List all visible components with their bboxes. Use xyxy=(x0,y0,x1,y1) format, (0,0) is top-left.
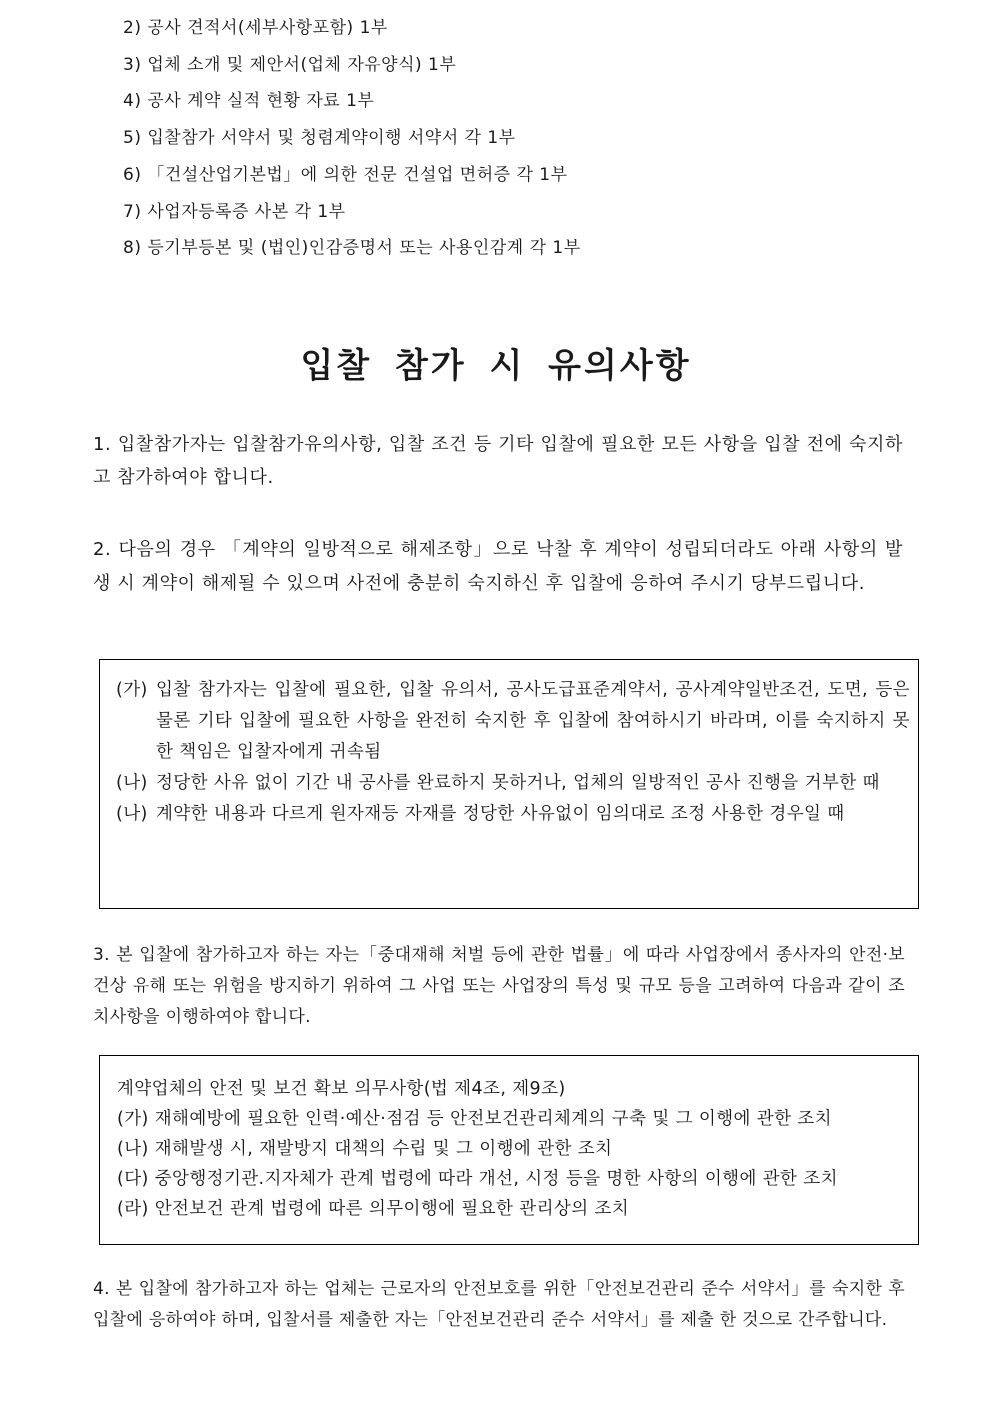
notice-paragraph-1: 1. 입찰참가자는 입찰참가유의사항, 입찰 조건 등 기타 입찰에 필요한 모든 사항을 입찰 전에 숙지하고 참가하여야 합니다. xyxy=(93,434,903,488)
list-item: 2) 공사 견적서(세부사항포함) 1부 xyxy=(123,18,388,38)
notice-paragraph-2: 2. 다음의 경우 「계약의 일방적으로 해제조항」으로 낙찰 후 계약이 성립되더라도 아래 사항의 발생 시 계약이 해제될 수 있으며 사전에 충분히 숙지하신 후 입찰에 응하여 주시기 당부드립니다. xyxy=(93,539,903,594)
notice-paragraph-3: 3. 본 입찰에 참가하고자 하는 자는「중대재해 처벌 등에 관한 법률」에 따라 사업장에서 종사자의 안전·보건상 유해 또는 위험을 방지하기 위하여 그 사업 또는 사업장의 특성 및 규모 등을 고려하여 다음과 같이 조치사항을 이행하여야 합니다. xyxy=(93,945,905,1027)
condition-item xyxy=(116,799,910,830)
notice-paragraph-4: 4. 본 입찰에 참가하고자 하는 업체는 근로자의 안전보호를 위한「안전보건관리 준수 서약서」를 숙지한 후 입찰에 응하여야 하며, 입찰서를 제출한 자는「안전보건관리 준수 서약서」를 제출 한 것으로 간주합니다. xyxy=(93,1279,905,1330)
list-item: 7) 사업자등록증 사본 각 1부 xyxy=(123,201,346,222)
list-item: 6) 「건설산업기본법」에 의한 전문 건설업 면허증 각 1부 xyxy=(123,164,568,185)
obligation-item: (라) 안전보건 관계 법령에 따른 의무이행에 필요한 관리상의 조치 xyxy=(117,1199,630,1219)
obligation-item: (나) 재해발생 시, 재발방지 대책의 수립 및 그 이행에 관한 조치 xyxy=(117,1139,613,1159)
list-item: 3) 업체 소개 및 제안서(업체 자유양식) 1부 xyxy=(123,54,457,75)
safety-obligations-box xyxy=(99,1055,919,1245)
submission-docs-list xyxy=(123,10,581,267)
page-title: 입찰 참가 시 유의사항 xyxy=(300,346,692,386)
item-marker: (나) xyxy=(116,804,148,824)
item-text: 입찰 참가자는 입찰에 필요한, 입찰 유의서, 공사도급표준계약서, 공사계약일반조건, 도면, 등은 물론 기타 입찰에 필요한 사항을 완전히 숙지한 후 입찰에 참여하시기 바라며, 이를 숙지하지 못한 책임은 입찰자에게 귀속됨 xyxy=(156,680,910,762)
obligations-heading: 계약업체의 안전 및 보건 확보 의무사항(법 제4조, 제9조) xyxy=(117,1079,566,1099)
condition-item xyxy=(116,768,910,799)
item-text: 정당한 사유 없이 기간 내 공사를 완료하지 못하거나, 업체의 일방적인 공사 진행을 거부한 때 xyxy=(156,773,880,793)
item-marker: (가) xyxy=(116,680,148,700)
item-text: 계약한 내용과 다르게 원자재등 자재를 정당한 사유없이 임의대로 조정 사용한 경우일 때 xyxy=(156,804,845,824)
list-item: 8) 등기부등본 및 (법인)인감증명서 또는 사용인감계 각 1부 xyxy=(123,238,581,259)
termination-conditions-box xyxy=(99,659,919,909)
list-item: 5) 입찰참가 서약서 및 청렴계약이행 서약서 각 1부 xyxy=(123,128,516,149)
list-item: 4) 공사 계약 실적 현황 자료 1부 xyxy=(123,91,375,112)
obligation-item: (다) 중앙행정기관.지자체가 관계 법령에 따라 개선, 시정 등을 명한 사항의 이행에 관한 조치 xyxy=(117,1169,838,1189)
obligation-item: (가) 재해예방에 필요한 인력·예산·점검 등 안전보건관리체계의 구축 및 그 이행에 관한 조치 xyxy=(117,1109,832,1129)
item-marker: (나) xyxy=(116,773,148,793)
condition-item xyxy=(116,675,910,768)
